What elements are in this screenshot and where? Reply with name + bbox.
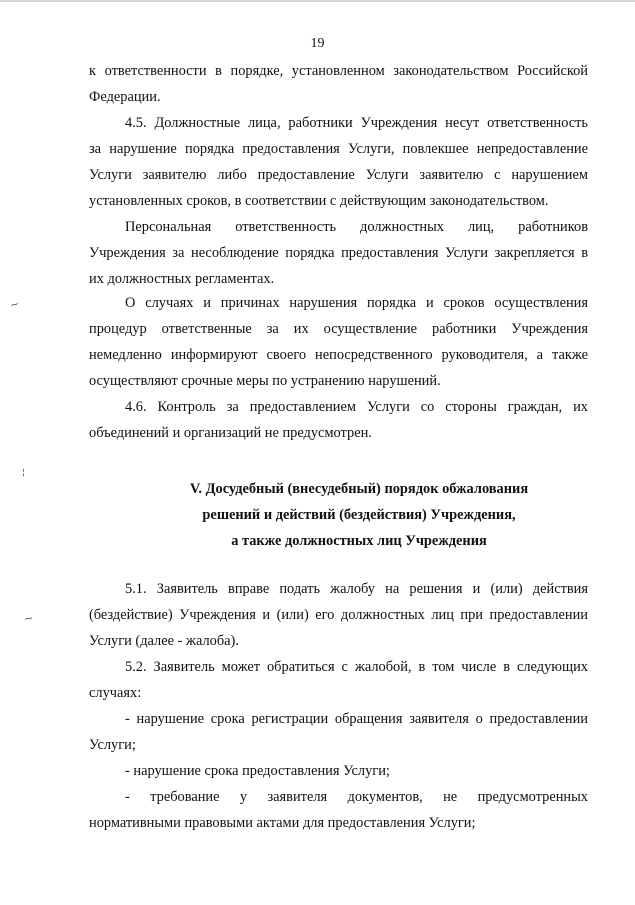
section-heading-line: а также должностных лиц Учреждения [231, 533, 487, 549]
text-line: 5.2. Заявитель может обратиться с жалобой, в том числе в следующих [125, 659, 588, 675]
paragraph-5-2 [89, 654, 588, 706]
text-line: установленных сроков, в соответствии с действующим законодательством. [89, 193, 549, 209]
text-line: к ответственности в порядке, установленном законодательством Российской [89, 63, 588, 79]
text-line: процедур ответственные за их осуществление работники Учреждения [89, 321, 588, 337]
page-number: 19 [310, 36, 325, 51]
scan-mark: ~ [22, 611, 35, 626]
scan-mark: ~ [8, 296, 22, 313]
text-line: О случаях и причинах нарушения порядка и сроков осуществления [125, 295, 588, 311]
text-line: - нарушение срока предоставления Услуги; [125, 763, 390, 779]
text-line: 5.1. Заявитель вправе подать жалобу на решения и (или) действия [125, 581, 588, 597]
page-top-edge [0, 0, 635, 2]
text-line: осуществляют срочные меры по устранению нарушений. [89, 373, 441, 389]
text-line: (бездействие) Учреждения и (или) его должностных лиц при предоставлении [89, 607, 588, 623]
section-heading-line: решений и действий (бездействия) Учреждения, [202, 507, 516, 523]
text-line: их должностных регламентах. [89, 271, 275, 287]
list-item [89, 758, 588, 784]
list-item [89, 784, 588, 836]
text-line: - нарушение срока регистрации обращения заявителя о предоставлении [125, 711, 588, 727]
text-line: Персональная ответственность должностных лиц, работников [125, 219, 588, 235]
paragraph-4-5 [89, 110, 588, 214]
text-line: случаях: [89, 685, 142, 701]
text-line: Федерации. [89, 89, 161, 105]
text-line: немедленно информируют своего непосредственного руководителя, а также [89, 347, 588, 363]
text-line: нормативными правовыми актами для предоставления Услуги; [89, 815, 476, 831]
section-heading [89, 476, 629, 554]
text-line: Услуги заявителю либо предоставление Услуги заявителю с нарушением [89, 167, 588, 183]
text-line: объединений и организаций не предусмотрен. [89, 425, 372, 441]
paragraph-5-1 [89, 576, 588, 654]
paragraph-violations [89, 290, 588, 394]
text-line: Учреждения за несоблюдение порядка предоставления Услуги закрепляется в [89, 245, 588, 261]
text-line: Услуги (далее - жалоба). [89, 633, 239, 649]
text-line: 4.5. Должностные лица, работники Учреждения несут ответственность [125, 115, 588, 131]
paragraph-4-6 [89, 394, 588, 446]
text-line: за нарушение порядка предоставления Услуги, повлекшее непредоставление [89, 141, 588, 157]
text-line: - требование у заявителя документов, не предусмотренных [125, 789, 588, 805]
text-line: 4.6. Контроль за предоставлением Услуги со стороны граждан, их [125, 399, 588, 415]
scan-mark: ¦ [22, 468, 26, 478]
paragraph-personal-responsibility [89, 214, 588, 292]
paragraph-continuation [89, 58, 588, 110]
section-heading-line: V. Досудебный (внесудебный) порядок обжалования [189, 481, 529, 497]
list-item [89, 706, 588, 758]
text-line: Услуги; [89, 737, 136, 753]
